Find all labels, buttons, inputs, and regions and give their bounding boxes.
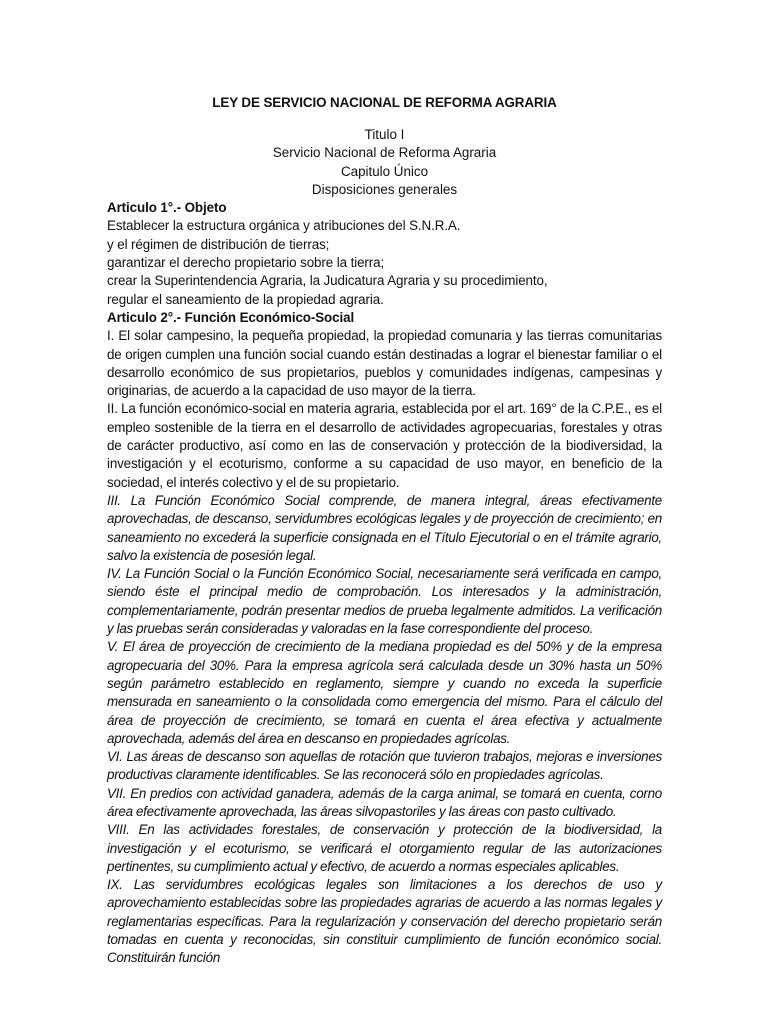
article-2-paragraph-ix: IX. Las servidumbres ecológicas legales son limitaciones a los derechos de uso y aprovechamiento establecidas sobre las propiedades agrarias de acuerdo a las normas legales y reglamentarias específicas. Para la regularización y conservación del derecho propietario serán tomadas en cuenta y reconocidas, sin constituir cumplimiento de función económico social. Constituirán función (107, 877, 662, 966)
article-2-paragraph-v: V. El área de proyección de crecimiento de la mediana propiedad es del 50% y de la empresa agropecuaria del 30%. Para la empresa agrícola será calculada desde un 30% hasta un 50% según parámetro establecido en reglamento, siempre y cuando no exceda la superficie mensurada en saneamiento o la consolidada como emergencia del mismo. Para el cálculo del área de proyección de crecimiento, se tomará en cuenta el área efectiva y actualmente aprovechada, además del área en descanso en propiedades agrícolas. (107, 639, 662, 746)
article-2-paragraph-iv: IV. La Función Social o la Función Económico Social, necesariamente será verificada en campo, siendo éste el principal medio de comprobación. Los interesados y la administración, complementariamente, podrán presentar medios de prueba legalmente admitidos. La verificación y las pruebas serán consideradas y valoradas en la fase correspondiente del proceso. (107, 566, 662, 637)
document-page (107, 94, 662, 968)
article-2-paragraph-vii: VII. En predios con actividad ganadera, además de la carga animal, se tomará en cuenta, corno área efectivamente aprovechada, las áreas silvopastoriles y las áreas con pasto cultivado. (107, 785, 662, 819)
article-2-paragraph-iii: III. La Función Económico Social comprende, de manera integral, áreas efectivamente aprovechadas, de descanso, servidumbres ecológicas legales y de proyección de crecimiento; en saneamiento no excederá la superficie consignada en el Título Ejecutorial o en el trámite agrario, salvo la existencia de posesión legal. (107, 492, 662, 563)
title-number: Titulo I (364, 127, 405, 142)
article-2-paragraph-ii: II. La función económico-social en materia agraria, establecida por el art. 169° de la C.P.E., es el empleo sostenible de la tierra en el desarrollo de actividades agropecuarias, forestales y otras de carácter productivo, así como en las de conservación y protección de la biodiversidad, la investigación y el ecoturismo, conforme a su capacidad de uso mayor, en beneficio de la sociedad, el interés colectivo y el de su propietario. (107, 401, 662, 490)
article-1-line: y el régimen de distribución de tierras; (107, 236, 330, 252)
article-1-line: garantizar el derecho propietario sobre la tierra; (107, 255, 385, 271)
article-2-paragraph-i: I. El solar campesino, la pequeña propiedad, la propiedad comunaria y las tierras comunitarias de origen cumplen una función social cuando están destinadas a lograr el bienestar familiar o el desarrollo económico de sus propietarios, pueblos y comunidades indígenas, campesinas y originarias, de acuerdo a la capacidad de uso mayor de la tierra. (107, 328, 662, 399)
chapter-name: Disposiciones generales (311, 181, 458, 197)
title-name: Servicio Nacional de Reforma Agraria (272, 145, 497, 161)
chapter-number: Capitulo Único (340, 163, 429, 179)
article-1-line: regular el saneamiento de la propiedad agraria. (107, 291, 384, 307)
article-1-line: crear la Superintendencia Agraria, la Judicatura Agraria y su procedimiento, (107, 273, 548, 289)
article-2-paragraph-vi: VI. Las áreas de descanso son aquellas de rotación que tuvieron trabajos, mejoras e inversiones productivas claramente identificables. Se las reconocerá sólo en propiedades agrícolas. (107, 749, 662, 783)
article-1-line: Establecer la estructura orgánica y atribuciones del S.N.R.A. (107, 218, 461, 234)
article-2-title: Articulo 2°.- Función Económico-Social (107, 309, 355, 325)
article-1-title: Articulo 1°.- Objeto (107, 200, 227, 216)
article-2-paragraph-viii: VIII. En las actividades forestales, de conservación y protección de la biodiversidad, la investigación y el ecoturismo, se verificará el otorgamiento regular de las autorizaciones pertinentes, su cumplimiento actual y efectivo, de acuerdo a normas especiales aplicables. (107, 822, 662, 874)
title-heading-block (107, 126, 662, 199)
document-title: LEY DE SERVICIO NACIONAL DE REFORMA AGRARIA (212, 95, 557, 110)
